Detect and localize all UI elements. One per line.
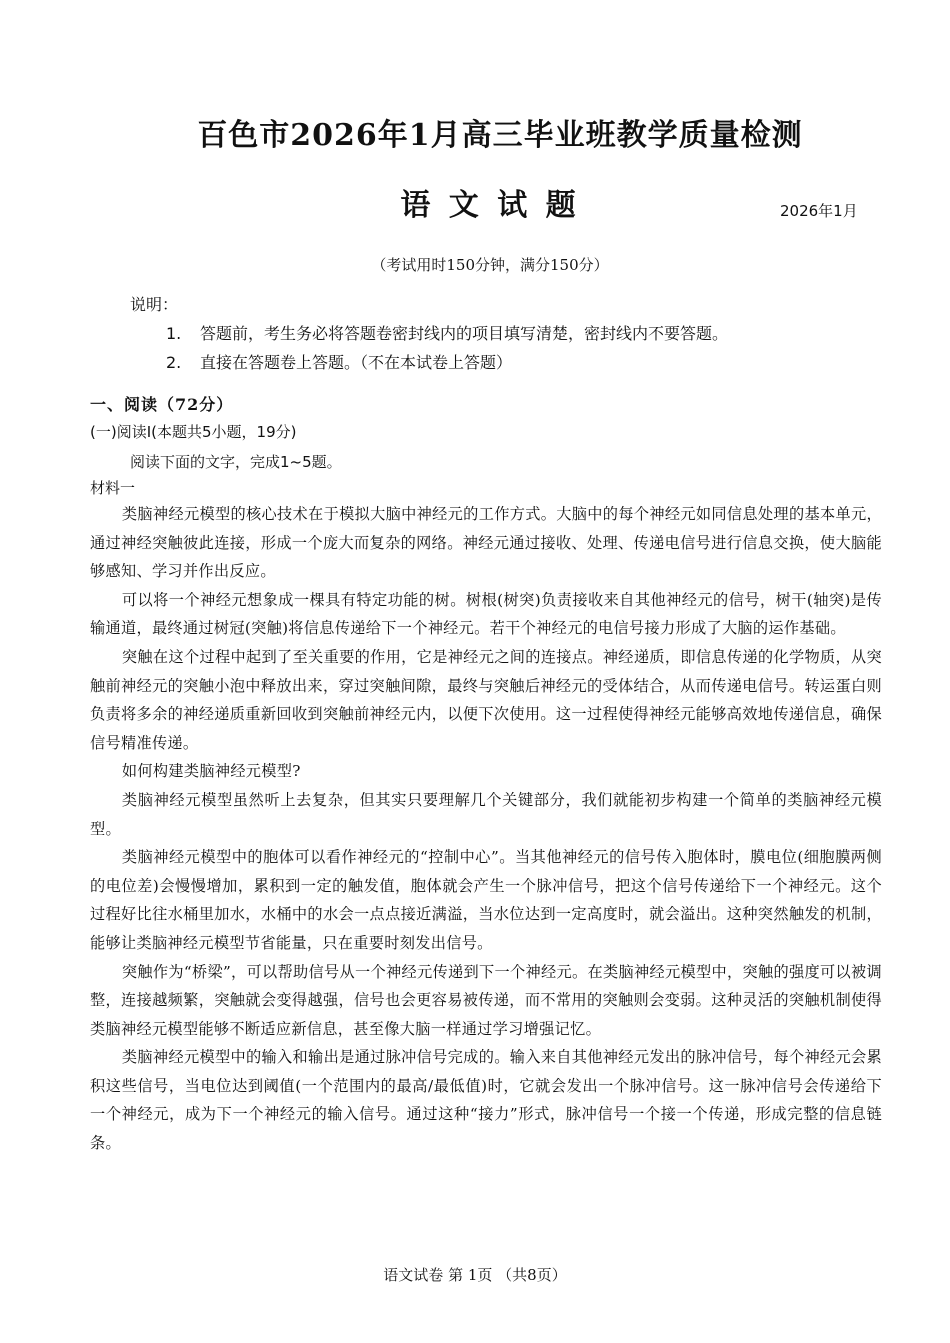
exam-time-info: （考试用时150分钟，满分150分） [371, 256, 609, 274]
passage-paragraph: 突触作为“桥梁”，可以帮助信号从一个神经元传递到下一个神经元。在类脑神经元模型中，突触的强度可以被调整，连接越频繁，突触就会变得越强，信号也会更容易被传递，而不常用的突触则会变弱。这种灵活的突触机制使得类脑神经元模型能够不断适应新信息，甚至像大脑一样通过学习增强记忆。 [90, 962, 882, 1038]
passage-paragraph: 类脑神经元模型中的胞体可以看作神经元的“控制中心”。当其他神经元的信号传入胞体时，膜电位(细胞膜两侧的电位差)会慢慢增加，累积到一定的触发值，胞体就会产生一个脉冲信号，把这个信号传递给下一个神经元。这个过程好比往水桶里加水，水桶中的水会一点点接近满溢，当水位达到一定高度时，就会溢出。这种突然触发的机制，能够让类脑神经元模型节省能量，只在重要时刻发出信号。 [90, 848, 882, 952]
passage-paragraph: 突触在这个过程中起到了至关重要的作用，它是神经元之间的连接点。神经递质，即信息传递的化学物质，从突触前神经元的突触小泡中释放出来，穿过突触间隙，最终与突触后神经元的受体结合，从而传递电信号。转运蛋白则负责将多余的神经递质重新回收到突触前神经元内，以便下次使用。这一过程使得神经元能够高效地传递信息，确保信号精准传递。 [90, 647, 882, 752]
passage-paragraph: 类脑神经元模型虽然听上去复杂，但其实只要理解几个关键部分，我们就能初步构建一个简单的类脑神经元模型。 [90, 790, 882, 838]
reading-passage [90, 500, 882, 1158]
note-text: 直接在答题卷上答题。（不在本试卷上答题） [200, 353, 513, 372]
exam-date: 2026年1月 [780, 202, 858, 220]
material-label: 材料一 [90, 479, 136, 497]
passage-paragraph: 类脑神经元模型中的输入和输出是通过脉冲信号完成的。输入来自其他神经元发出的脉冲信号，每个神经元会累积这些信号，当电位达到阈值(一个范围内的最高/最低值)时，它就会发出一个脉冲信号。这一脉冲信号会传递给下一个神经元，成为下一个神经元的输入信号。通过这种“接力”形式，脉冲信号一个接一个传递，形成完整的信息链条。 [90, 1048, 882, 1153]
passage-paragraph: 如何构建类脑神经元模型? [121, 762, 301, 781]
note-number: 2. [166, 353, 182, 372]
section-heading: 一、阅读（72分） [90, 395, 234, 414]
page-footer: 语文试卷 第 1页 （共8页） [383, 1266, 567, 1284]
exam-title: 百色市2026年1月高三毕业班教学质量检测 [197, 118, 803, 153]
note-item [166, 321, 728, 344]
passage-paragraph: 类脑神经元模型的核心技术在于模拟大脑中神经元的工作方式。大脑中的每个神经元如同信息处理的基本单元，通过神经突触彼此连接，形成一个庞大而复杂的网络。神经元通过接收、处理、传递电信号进行信息交换，使大脑能够感知、学习并作出反应。 [90, 505, 882, 581]
section-instruction: 阅读下面的文字，完成1~5题。 [130, 453, 342, 471]
notes-label: 说明： [130, 295, 179, 314]
note-number: 1. [166, 324, 182, 343]
passage-paragraph: 可以将一个神经元想象成一棵具有特定功能的树。树根(树突)负责接收来自其他神经元的信号，树干(轴突)是传输通道，最终通过树冠(突触)将信息传递给下一个神经元。若干个神经元的电信号接力形成了大脑的运作基础。 [90, 590, 882, 638]
section-subheading: (一)阅读Ⅰ(本题共5小题，19分) [90, 423, 297, 441]
note-text: 答题前，考生务必将答题卷密封线内的项目填写清楚，密封线内不要答题。 [200, 324, 729, 343]
subject-title: 语 文 试 题 [400, 188, 580, 223]
note-item [166, 350, 512, 373]
